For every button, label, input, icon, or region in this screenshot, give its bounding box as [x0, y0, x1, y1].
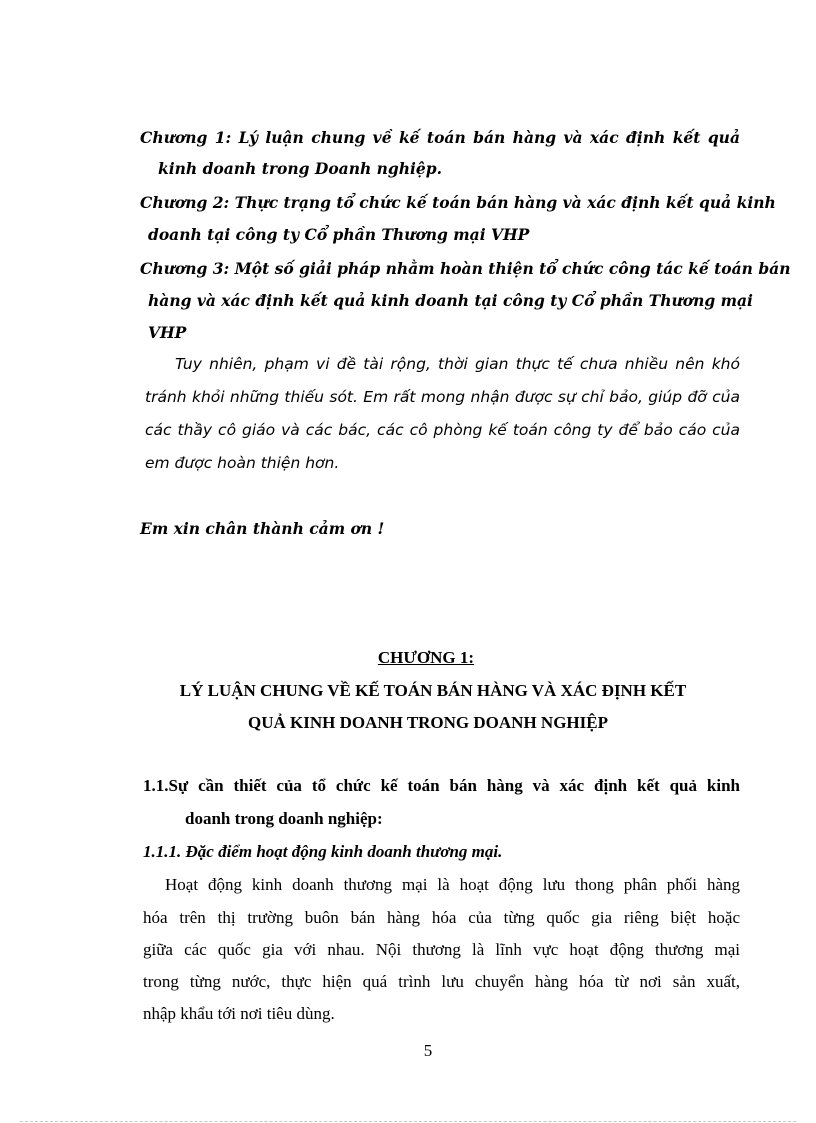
chapter-2-line-1: Chương 2: Thực trạng tổ chức kế toán bán hàng và xác định kết quả kinh: [140, 193, 776, 212]
section-heading-line-2: doanh trong doanh nghiệp:: [185, 809, 383, 828]
thanks-text: Em xin chân thành cảm ơn !: [140, 519, 385, 538]
body-line-1: Hoạt động kinh doanh thương mại là hoạt động lưu thong phân phối hàng: [165, 875, 740, 894]
chapter-label: CHƯƠNG 1:: [377, 648, 475, 667]
chapter-1-line-2: kinh doanh trong Doanh nghiệp.: [158, 159, 443, 178]
chapter-3-line-3: VHP: [148, 323, 187, 342]
page-number: 5: [423, 1041, 433, 1060]
body-line-3: giữa các quốc gia với nhau. Nội thương là lĩnh vực hoạt động thương mại: [143, 940, 740, 959]
chapter-title-line-1: LÝ LUẬN CHUNG VỀ KẾ TOÁN BÁN HÀNG VÀ XÁC ĐỊNH KẾT: [179, 681, 687, 700]
body-line-4: trong từng nước, thực hiện quá trình lưu chuyển hàng hóa từ nơi sản xuất,: [143, 972, 740, 991]
closing-line-2: tránh khỏi những thiếu sót. Em rất mong nhận được sự chỉ bảo, giúp đỡ của: [145, 388, 740, 406]
chapter-3-line-2: hàng và xác định kết quả kinh doanh tại công ty Cổ phần Thương mại: [148, 291, 753, 310]
body-line-2: hóa trên thị trường buôn bán hàng hóa của từng quốc gia riêng biệt hoặc: [143, 908, 740, 927]
chapter-1-line-1: Chương 1: Lý luận chung về kế toán bán hàng và xác định kết quả: [140, 128, 740, 147]
chapter-title-line-2: QUẢ KINH DOANH TRONG DOANH NGHIỆP: [247, 713, 608, 732]
closing-line-4: em được hoàn thiện hơn.: [145, 454, 340, 472]
subsection-heading: 1.1.1. Đặc điểm hoạt động kinh doanh thương mại.: [143, 842, 503, 861]
closing-line-1: Tuy nhiên, phạm vi đề tài rộng, thời gian thực tế chưa nhiều nên khó: [175, 355, 740, 373]
chapter-3-line-1: Chương 3: Một số giải pháp nhằm hoàn thiện tổ chức công tác kế toán bán: [140, 259, 791, 278]
chapter-2-line-2: doanh tại công ty Cổ phần Thương mại VHP: [148, 225, 530, 244]
closing-line-3: các thầy cô giáo và các bác, các cô phòng kế toán công ty để bảo cáo của: [145, 421, 740, 439]
body-line-5: nhập khẩu tới nơi tiêu dùng.: [143, 1004, 335, 1023]
page-bottom-rule: [20, 1121, 796, 1122]
section-heading-line-1: 1.1.Sự cần thiết của tổ chức kế toán bán hàng và xác định kết quả kinh: [143, 776, 740, 795]
